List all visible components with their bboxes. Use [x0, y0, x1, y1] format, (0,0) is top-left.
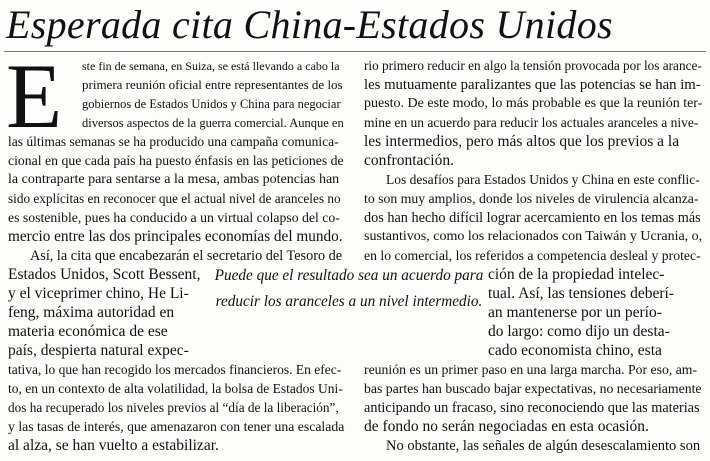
left-line-21: al alza, se han vuelto a estabilizar. [8, 437, 219, 454]
right-line-5: les intermedios, pero más altos que los previos a la [364, 133, 680, 150]
right-line-2: les mutuamente paralizantes que las potencias se han im- [364, 77, 701, 93]
left-line-4: diversos aspectos de la guerra comercial. Aunque en [82, 116, 344, 130]
right-line-6: confrontación. [364, 152, 454, 169]
right-line-3: puesto. De este modo, lo más probable es que la reunión ter- [364, 96, 703, 111]
left-line-8: sido explícitas en reconocer que el actual nivel de aranceles no [8, 191, 341, 206]
right-line-17: reunión es un primer paso en una larga marcha. Por eso, am- [364, 362, 698, 377]
right-line-18: bas partes han buscado bajar expectativas, no necesariamente [364, 381, 702, 396]
right-line-9: dos han hecho difícil lograr acercamiento en los temas más [364, 210, 701, 226]
left-line-13: y el viceprimer chino, He Li- [8, 285, 189, 302]
right-line-7: Los desafíos para Estados Unidos y China en este conflic- [386, 172, 700, 187]
left-line-2: primera reunión oficial entre representantes de los [82, 77, 343, 92]
left-line-19: dos ha recuperado los niveles previos al “día de la liberación”, [8, 400, 339, 415]
right-line-1: rio primero reducir en algo la tensión provocada por los arance- [364, 58, 702, 73]
left-line-11: Así, la cita que encabezarán el secretario del Tesoro de [30, 248, 343, 264]
right-line-20: de fondo no serán negociadas en esta ocasión. [364, 418, 649, 435]
left-line-15: materia económica de ese [8, 323, 168, 340]
right-line-8: to son muy amplios, donde los niveles de virulencia alcanza- [364, 191, 699, 206]
left-line-16: país, despierta natural expec- [8, 342, 189, 359]
left-line-10: mercio entre las dos principales economías del mundo. [8, 228, 343, 245]
left-line-12: Estados Unidos, Scott Bessent, [8, 266, 201, 283]
left-line-3: gobiernos de Estados Unidos y China para negociar [82, 97, 341, 111]
right-line-10: sustantivos, como los relacionados con Taiwán y Ucrania, o, [364, 229, 703, 244]
right-line-12: ción de la propiedad intelec- [488, 266, 665, 283]
left-line-17: tativa, lo que han recogido los mercados financieros. En efec- [8, 362, 342, 377]
title-rule [4, 51, 706, 52]
pull-quote-line-2: reducir los aranceles a un nivel intermedio. [215, 293, 483, 310]
left-line-6: cional en que cada país ha puesto énfasis en las peticiones de [8, 153, 344, 168]
right-line-11: en lo comercial, los referidos a competencia desleal y protec- [364, 248, 701, 263]
left-line-18: to, en un contexto de alta volatilidad, la bolsa de Estados Uni- [8, 381, 343, 396]
right-line-19: anticipando un fracaso, sino reconociendo que las materias [364, 400, 700, 416]
pull-quote-line-1: Puede que el resultado sea un acuerdo para [214, 267, 484, 284]
article-title: Esperada cita China-Estados Unidos [6, 2, 613, 47]
left-line-20: y las tasas de interés, que amenazaron con tener una escalada [8, 419, 345, 434]
left-line-14: feng, máxima autoridad en [8, 304, 175, 321]
right-line-13: tual. Así, las tensiones deberí- [488, 285, 674, 302]
right-line-15: do largo: como dijo un desta- [488, 323, 670, 340]
left-line-5: las últimas semanas se ha producido una campaña comunica- [8, 134, 339, 149]
right-line-21: No obstante, las señales de algún desescalamiento son [386, 438, 701, 454]
left-line-7: la contraparte para sentarse a la mesa, ambas potencias han [8, 172, 340, 187]
left-line-1: ste fin de semana, en Suiza, se está llevando a cabo la [82, 59, 340, 73]
right-line-4: mine en un acuerdo para reducir los actuales aranceles a nive- [364, 115, 699, 130]
left-line-9: es sostenible, pues ha conducido a un virtual colapso del co- [8, 210, 340, 225]
right-line-16: cado economista chino, esta [488, 342, 662, 359]
drop-cap: E [6, 45, 63, 147]
right-line-14: an mantenerse por un perío- [488, 304, 662, 321]
